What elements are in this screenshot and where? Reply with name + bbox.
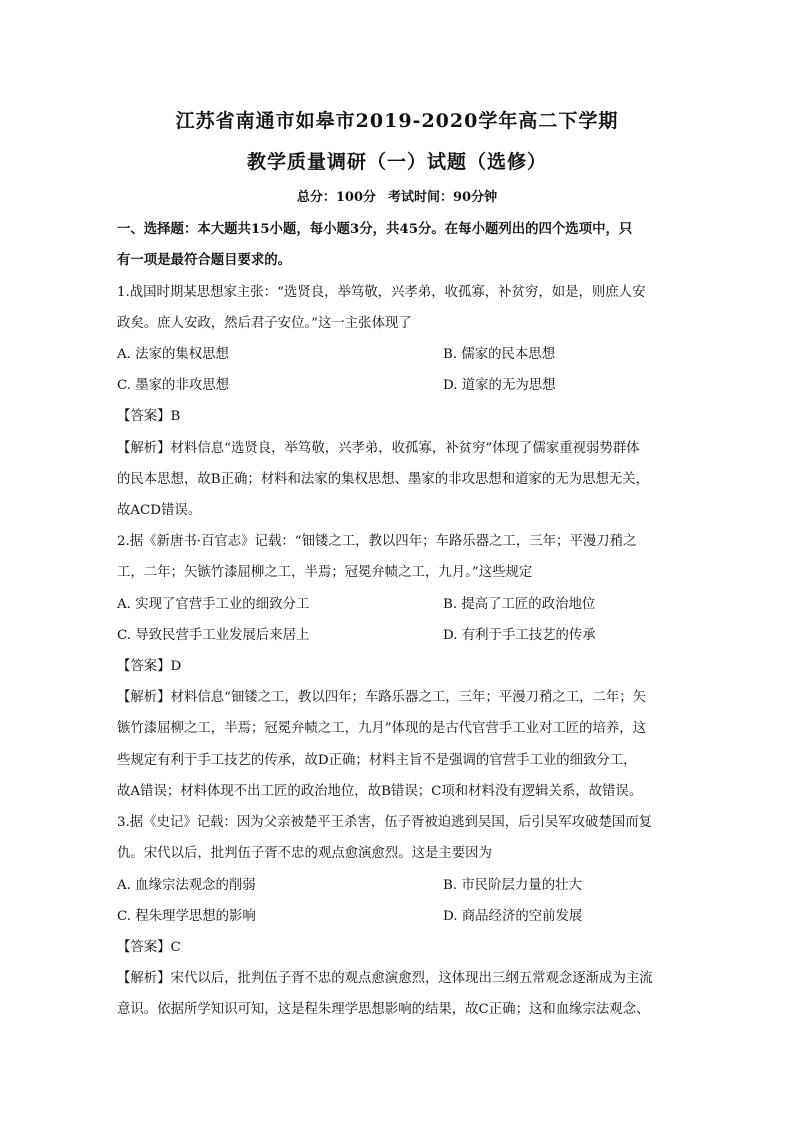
question-1-option-c: C. 墨家的非攻思想 (117, 378, 230, 393)
section-heading: 一、选择题：本大题共15小题，每小题3分，共45分。在每小题列出的四个选项中，只 (117, 221, 633, 237)
question-3-answer: 【答案】C (117, 940, 181, 955)
question-1-answer: 【答案】B (117, 409, 181, 424)
section-heading-cont: 有一项是最符合题目要求的。 (117, 252, 292, 268)
exam-meta (0, 186, 794, 205)
question-3-analysis-cont: 意识。依据所学知识可知，这是程朱理学思想影响的结果，故C正确；这和血缘宗法观念、 (117, 1002, 650, 1017)
question-2-option-b: B. 提高了工匠的政治地位 (443, 597, 596, 612)
question-1-stem-cont: 政矣。庶人安政，然后君子安位。”这一主张体现了 (117, 316, 412, 331)
question-3-stem-cont: 仇。宋代以后，批判伍子胥不忠的观点愈演愈烈。这是主要因为 (117, 846, 492, 861)
exam-time: 考试时间：90分钟 (388, 190, 498, 205)
question-1-stem: 1.战国时期某思想家主张：“选贤良，举笃敬，兴孝弟，收孤寡，补贫穷，如是，则庶人安 (117, 285, 646, 300)
question-1-analysis: 【解析】材料信息“选贤良，举笃敬，兴孝弟，收孤寡，补贫穷”体现了儒家重视弱势群体 (117, 441, 640, 456)
question-1-option-a: A. 法家的集权思想 (117, 347, 229, 362)
question-3-option-b: B. 市民阶层力量的壮大 (443, 878, 582, 893)
question-1-analysis-cont: 故ACD错误。 (117, 503, 202, 518)
question-2-option-a: A. 实现了官营手工业的细致分工 (117, 597, 310, 612)
question-3-option-a: A. 血缘宗法观念的削弱 (117, 878, 256, 893)
question-3-option-c: C. 程朱理学思想的影响 (117, 909, 256, 924)
question-2-analysis-cont: 镞竹漆屈柳之工，半焉；冠冕弁帻之工，九月”体现的是古代官营手工业对工匠的培养，这 (117, 721, 647, 736)
document-title-line2: 教学质量调研（一）试题（选修） (246, 151, 547, 173)
question-2-answer: 【答案】D (117, 659, 182, 674)
question-2-analysis-cont: 些规定有利于手工技艺的传承，故D正确；材料主旨不是强调的官营手工业的细致分工， (117, 753, 637, 768)
question-1-option-d: D. 道家的无为思想 (443, 378, 556, 393)
question-2-option-d: D. 有利于手工技艺的传承 (443, 628, 596, 643)
question-2-stem: 2.据《新唐书·百官志》记载：“钿镂之工，教以四年；车路乐器之工，三年；平漫刀矟之 (117, 534, 637, 549)
question-3-stem: 3.据《史记》记载：因为父亲被楚平王杀害，伍子胥被迫逃到吴国，后引吴军攻破楚国而复 (117, 815, 653, 830)
question-3-analysis: 【解析】宋代以后，批判伍子胥不忠的观点愈演愈烈，这体现出三纲五常观念逐渐成为主流 (117, 971, 653, 986)
question-2-analysis: 【解析】材料信息“钿镂之工，教以四年；车路乐器之工，三年；平漫刀矟之工，二年；矢 (117, 690, 647, 705)
question-2-stem-cont: 工，二年；矢镞竹漆屈柳之工，半焉；冠冕弁帻之工，九月。”这些规定 (117, 565, 533, 580)
total-score: 总分：100分 (296, 190, 377, 205)
question-1-analysis-cont: 的民本思想，故B正确；材料和法家的集权思想、墨家的非攻思想和道家的无为思想无关， (117, 472, 650, 487)
question-3-option-d: D. 商品经济的空前发展 (443, 909, 583, 924)
question-1-option-b: B. 儒家的民本思想 (443, 347, 556, 362)
question-2-analysis-cont: 故A错误；材料体现不出工匠的政治地位，故B错误；C项和材料没有逻辑关系，故错误。 (117, 784, 643, 799)
question-2-option-c: C. 导致民营手工业发展后来居上 (117, 628, 310, 643)
document-title-line1: 江苏省南通市如皋市2019-2020学年高二下学期 (175, 110, 619, 132)
